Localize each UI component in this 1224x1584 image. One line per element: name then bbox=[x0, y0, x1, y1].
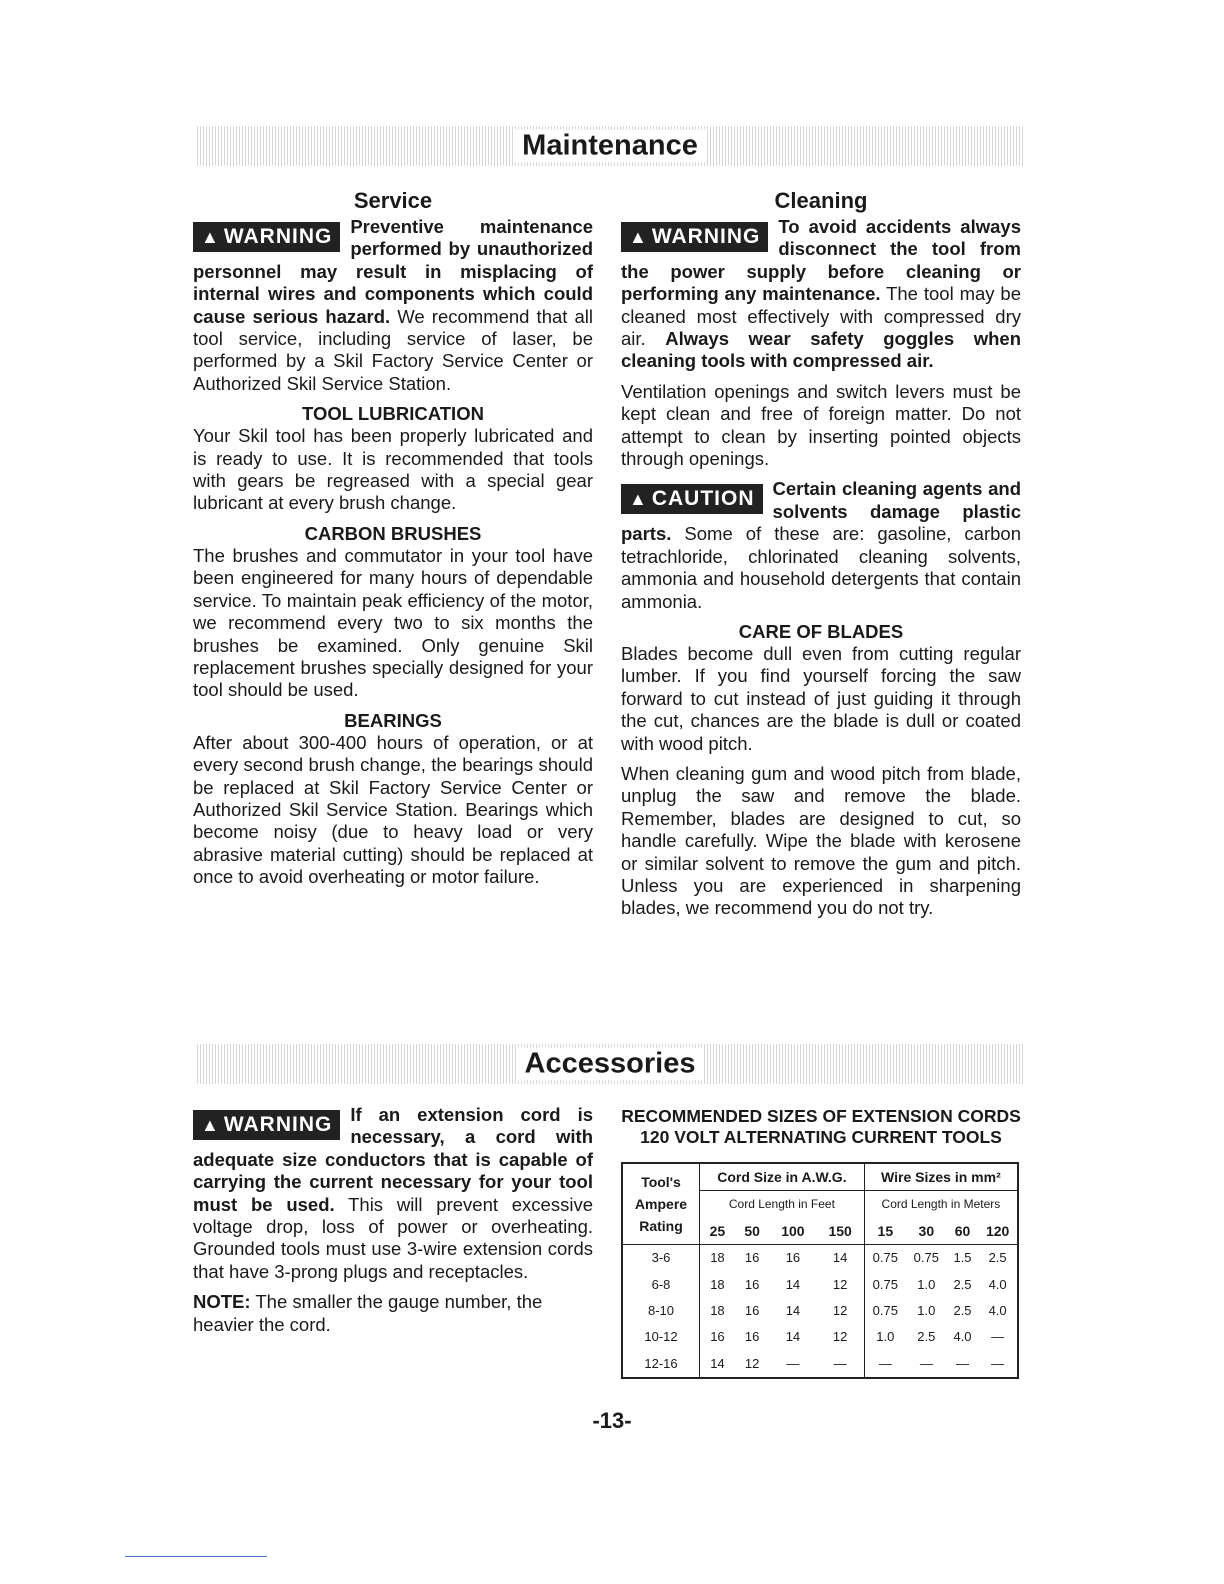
mm-cell: 4.0 bbox=[988, 1303, 1007, 1319]
lubrication-body: Your Skil tool has been properly lubricated and is ready to use. It is recommended that tools with gears be regreased with a special gear lubricant at every brush change. bbox=[193, 425, 593, 514]
awg-cell: 18 bbox=[700, 1245, 735, 1272]
lubrication-title: TOOL LUBRICATION bbox=[302, 403, 484, 425]
mm-cell: 0.75 bbox=[913, 1250, 939, 1266]
awg-cell: 16 bbox=[744, 1276, 760, 1292]
awg-cell: 16 bbox=[700, 1324, 735, 1350]
accessories-heading: Accessories bbox=[517, 1048, 704, 1081]
mm-cell: 2.5 bbox=[917, 1329, 936, 1345]
caution-label: CAUTION bbox=[651, 487, 755, 511]
mm-cell: 4.0 bbox=[988, 1276, 1007, 1292]
awg-cell: 14 bbox=[785, 1303, 801, 1319]
table-title-2: 120 VOLT ALTERNATING CURRENT TOOLS bbox=[640, 1127, 1002, 1147]
mm-cell: 2.5 bbox=[953, 1303, 972, 1319]
amp-cell: 3-6 bbox=[651, 1250, 671, 1266]
awg-cell: 14 bbox=[785, 1329, 801, 1345]
bearings-title: BEARINGS bbox=[344, 709, 442, 731]
blades-title: CARE OF BLADES bbox=[738, 620, 904, 642]
service-warning-badge bbox=[193, 222, 340, 252]
warning-label: WARNING bbox=[651, 225, 761, 248]
blades-body2: When cleaning gum and wood pitch from blade, unplug the saw and remove the blade. Remember, blades are designed to cut, so handle carefully. Wipe the blade with kerosene or similar solvent to remove the gum and pitch. Unless you are experienced in sharpening blades, we recommend you do not try. bbox=[621, 762, 1021, 919]
mm-cell: — bbox=[919, 1355, 933, 1371]
accessories-left-column bbox=[193, 1104, 593, 1344]
table-title-1: RECOMMENDED SIZES OF EXTENSION CORDS bbox=[621, 1106, 1021, 1126]
service-body: We recommend that all tool service, including service of laser, be performed by a Skil Factory Service Center or Authorized Skil Service Station. bbox=[193, 305, 594, 394]
mm-cell: 1.0 bbox=[917, 1303, 936, 1319]
awg-cell: 16 bbox=[744, 1329, 760, 1345]
table-row bbox=[622, 1245, 1018, 1272]
service-warning-text: Preventive maintenance performed by unauthorized personnel may result in misplacing of internal wires and components which could cause serious hazard. bbox=[193, 216, 593, 327]
awg-cell: 14 bbox=[700, 1351, 735, 1378]
warning-label: WARNING bbox=[223, 1113, 333, 1136]
mm-cell: — bbox=[956, 1355, 970, 1371]
mm-cell: — bbox=[991, 1355, 1005, 1371]
awg-cell: 16 bbox=[744, 1250, 760, 1266]
cleaning-caution-badge bbox=[621, 484, 763, 514]
mm-cell: 0.75 bbox=[864, 1272, 906, 1298]
awg-cell: 18 bbox=[700, 1272, 735, 1298]
feet-length: 25 bbox=[700, 1218, 735, 1245]
table-row bbox=[622, 1298, 1018, 1324]
brushes-body: The brushes and commutator in your tool have been engineered for many hours of dependable service. To maintain peak efficiency of the motor, we recommend every two to six months the brushes be examined. Only genuine Skil replacement brushes specially designed for your tool should be used. bbox=[193, 544, 593, 701]
cleaning-body1: The tool may be cleaned most effectively with compressed dry air. bbox=[621, 283, 1021, 350]
awg-cell: 16 bbox=[785, 1250, 801, 1266]
sub-feet-header: Cord Length in Feet bbox=[700, 1191, 865, 1218]
awg-cell: 12 bbox=[832, 1303, 848, 1319]
sub-meters-header: Cord Length in Meters bbox=[864, 1191, 1018, 1218]
awg-cell: — bbox=[786, 1355, 800, 1371]
col-ampere-header: Tool's Ampere Rating bbox=[634, 1173, 688, 1235]
feet-length: 150 bbox=[828, 1222, 852, 1239]
mm-cell: 0.75 bbox=[864, 1298, 906, 1324]
accessories-warning-text: If an extension cord is necessary, a cord with adequate size conductors that is capable of carrying the current necessary for your tool must be used. bbox=[193, 1104, 593, 1215]
amp-cell: 12-16 bbox=[644, 1355, 678, 1371]
maintenance-left-column bbox=[193, 188, 593, 897]
footer-rule bbox=[125, 1556, 267, 1557]
table-row bbox=[622, 1351, 1018, 1378]
extension-cord-table bbox=[621, 1162, 1019, 1379]
table-row bbox=[622, 1272, 1018, 1298]
cleaning-title: Cleaning bbox=[774, 188, 868, 213]
mm-cell: 0.75 bbox=[864, 1245, 906, 1272]
caution-body: Some of these are: gasoline, carbon tetrachloride, chlorinated cleaning solvents, ammonia and household detergents that contain ammonia. bbox=[621, 523, 1021, 612]
awg-cell: 12 bbox=[832, 1276, 848, 1292]
bearings-body: After about 300-400 hours of operation, or at every second brush change, the bearings should be replaced at Skil Factory Service Center or Authorized Skil Service Station. Bearings which become noisy (due to heavy load or very abrasive material cutting) should be replaced at once to avoid overheating or motor failure. bbox=[193, 731, 593, 888]
cleaning-goggles-text: Always wear safety goggles when cleaning tools with compressed air. bbox=[621, 328, 1021, 372]
caution-text: Certain cleaning agents and solvents damage plastic parts. bbox=[621, 478, 1021, 545]
cleaning-warning-badge bbox=[621, 222, 768, 252]
maintenance-right-column bbox=[621, 188, 1021, 928]
meter-length: 15 bbox=[864, 1218, 906, 1245]
awg-cell: 16 bbox=[744, 1303, 760, 1319]
mm-cell: 2.5 bbox=[988, 1250, 1007, 1266]
mm-cell: 4.0 bbox=[953, 1329, 972, 1345]
brushes-title: CARBON BRUSHES bbox=[304, 522, 482, 544]
warning-triangle-icon: ▲ bbox=[629, 227, 648, 247]
service-title: Service bbox=[353, 188, 433, 213]
awg-cell: 14 bbox=[832, 1250, 848, 1266]
maintenance-banner bbox=[195, 126, 1025, 166]
warning-label: WARNING bbox=[223, 225, 333, 248]
meter-length: 30 bbox=[918, 1222, 935, 1239]
note-label: NOTE: bbox=[193, 1291, 251, 1313]
cleaning-warning-text: To avoid accidents always disconnect the tool from the power supply before cleaning or performing any maintenance. bbox=[621, 216, 1021, 305]
amp-cell: 6-8 bbox=[651, 1276, 671, 1292]
accessories-banner bbox=[195, 1044, 1025, 1084]
blades-body1: Blades become dull even from cutting regular lumber. If you find yourself forcing the saw forward to cut instead of just guiding it through the cut, chances are the blade is dull or coated with wood pitch. bbox=[621, 642, 1021, 754]
table-row bbox=[622, 1324, 1018, 1350]
feet-length: 50 bbox=[744, 1222, 760, 1239]
meter-length: 60 bbox=[954, 1222, 971, 1239]
amp-cell: 10-12 bbox=[644, 1329, 678, 1345]
amp-cell: 8-10 bbox=[647, 1303, 675, 1319]
cord-table-section bbox=[621, 1106, 1021, 1379]
meter-length: 120 bbox=[985, 1222, 1010, 1239]
awg-cell: 12 bbox=[744, 1355, 760, 1371]
awg-cell: 18 bbox=[700, 1298, 735, 1324]
caution-triangle-icon: ▲ bbox=[629, 489, 648, 510]
feet-length: 100 bbox=[781, 1222, 805, 1239]
awg-cell: 14 bbox=[785, 1276, 801, 1292]
accessories-body: This will prevent excessive voltage drop, loss of power or overheating. Grounded tools must use 3-wire extension cords that have 3-prong plugs and receptacles. bbox=[193, 1193, 593, 1282]
col-awg-header: Cord Size in A.W.G. bbox=[700, 1163, 865, 1191]
mm-cell: 1.5 bbox=[953, 1250, 972, 1266]
accessories-warning-badge bbox=[193, 1110, 340, 1140]
warning-triangle-icon: ▲ bbox=[201, 227, 220, 247]
warning-triangle-icon: ▲ bbox=[201, 1115, 220, 1135]
page-number: -13- bbox=[592, 1408, 632, 1433]
cleaning-body2: Ventilation openings and switch levers must be kept clean and free of foreign matter. Do not attempt to clean by inserting pointed objects through openings. bbox=[621, 380, 1021, 470]
awg-cell: 12 bbox=[832, 1329, 848, 1345]
mm-cell: 2.5 bbox=[953, 1276, 972, 1292]
col-mm-header: Wire Sizes in mm² bbox=[864, 1163, 1018, 1191]
maintenance-heading: Maintenance bbox=[514, 130, 706, 163]
mm-cell: 1.0 bbox=[864, 1324, 906, 1350]
mm-cell: — bbox=[864, 1351, 906, 1378]
mm-cell: 1.0 bbox=[917, 1276, 936, 1292]
note-text: The smaller the gauge number, the heavier the cord. bbox=[193, 1291, 543, 1335]
mm-cell: — bbox=[991, 1329, 1005, 1345]
awg-cell: — bbox=[833, 1355, 847, 1371]
